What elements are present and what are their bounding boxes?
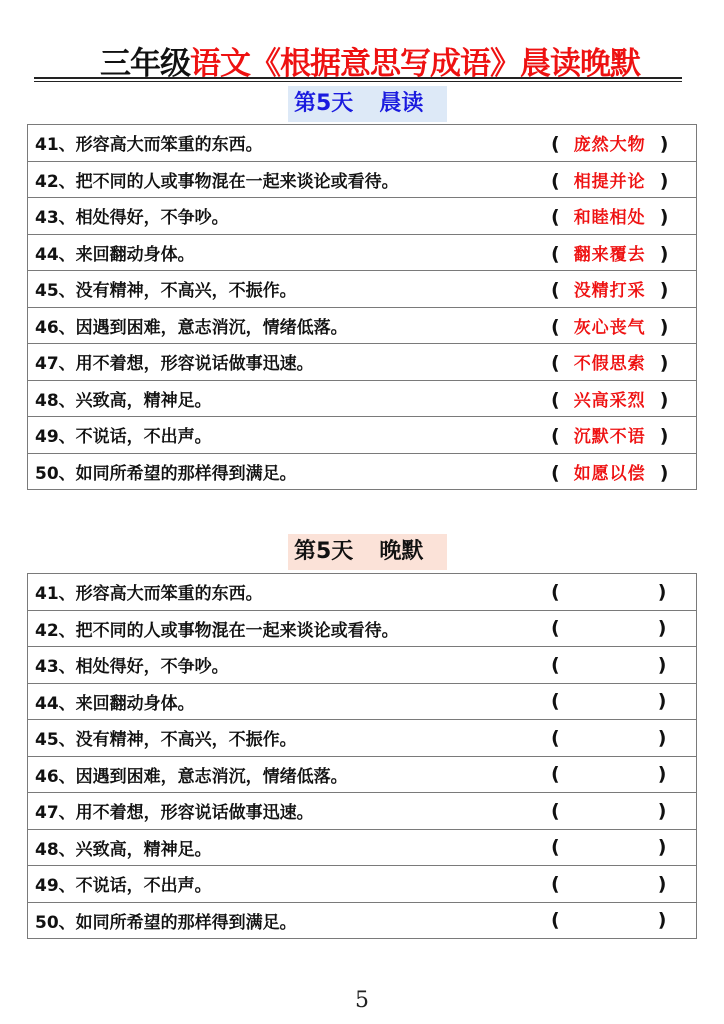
section-label: 晚默 xyxy=(379,539,424,564)
question-text: 41、形容高大而笨重的东西。 xyxy=(28,574,552,611)
section-header-morning xyxy=(288,86,447,122)
table-row xyxy=(28,756,697,793)
idiom-answer: 灰心丧气 xyxy=(573,317,646,338)
open-paren: ( xyxy=(551,242,560,265)
question-text: 44、来回翻动身体。 xyxy=(28,234,552,271)
table-row xyxy=(28,271,697,308)
title-underline xyxy=(34,77,682,79)
day-label: 第5天 xyxy=(294,91,354,116)
question-text: 46、因遇到困难，意志消沉，情绪低落。 xyxy=(28,756,552,793)
section-header-evening xyxy=(288,534,447,570)
open-paren: ( xyxy=(551,206,560,229)
table-row xyxy=(28,647,697,684)
open-paren: ( xyxy=(551,909,560,932)
question-text: 43、相处得好，不争吵。 xyxy=(28,647,552,684)
question-text: 42、把不同的人或事物混在一起来谈论或看待。 xyxy=(28,610,552,647)
table-row xyxy=(28,902,697,939)
close-paren: ) xyxy=(659,279,669,302)
title-grade: 三年级 xyxy=(100,46,190,82)
day-label: 第5天 xyxy=(294,539,354,564)
table-row xyxy=(28,793,697,830)
answer-cell xyxy=(551,161,697,198)
open-paren: ( xyxy=(551,653,560,676)
answer-cell xyxy=(551,307,697,344)
answer-cell xyxy=(551,380,697,417)
answer-cell xyxy=(551,574,697,611)
answer-cell xyxy=(551,902,697,939)
open-paren: ( xyxy=(551,763,560,786)
close-paren: ) xyxy=(657,617,667,640)
table-row xyxy=(28,610,697,647)
table-row xyxy=(28,198,697,235)
close-paren: ) xyxy=(657,836,667,859)
table-row xyxy=(28,125,697,162)
open-paren: ( xyxy=(551,617,560,640)
close-paren: ) xyxy=(657,580,667,603)
close-paren: ) xyxy=(657,799,667,822)
idiom-answer: 相提并论 xyxy=(573,171,646,192)
question-text: 46、因遇到困难，意志消沉，情绪低落。 xyxy=(28,307,552,344)
table-row xyxy=(28,829,697,866)
answer-cell xyxy=(551,647,697,684)
open-paren: ( xyxy=(551,169,560,192)
close-paren: ) xyxy=(659,388,669,411)
answer-cell xyxy=(551,344,697,381)
close-paren: ) xyxy=(659,425,669,448)
table-row xyxy=(28,574,697,611)
question-text: 41、形容高大而笨重的东西。 xyxy=(28,125,552,162)
question-text: 42、把不同的人或事物混在一起来谈论或看待。 xyxy=(28,161,552,198)
idiom-answer: 和睦相处 xyxy=(573,208,646,229)
answer-cell xyxy=(551,417,697,454)
idiom-answer: 没精打采 xyxy=(573,281,646,302)
close-paren: ) xyxy=(659,461,669,484)
open-paren: ( xyxy=(551,580,560,603)
table-row xyxy=(28,720,697,757)
answer-cell xyxy=(551,198,697,235)
answer-cell xyxy=(551,610,697,647)
answer-cell xyxy=(551,234,697,271)
idiom-answer: 兴高采烈 xyxy=(573,390,646,411)
question-text: 44、来回翻动身体。 xyxy=(28,683,552,720)
section-label: 晨读 xyxy=(379,91,424,116)
table-row xyxy=(28,161,697,198)
table-row xyxy=(28,234,697,271)
close-paren: ) xyxy=(657,653,667,676)
open-paren: ( xyxy=(551,388,560,411)
open-paren: ( xyxy=(551,461,560,484)
question-text: 47、用不着想，形容说话做事迅速。 xyxy=(28,793,552,830)
close-paren: ) xyxy=(659,169,669,192)
answer-cell xyxy=(551,793,697,830)
question-text: 45、没有精神，不高兴，不振作。 xyxy=(28,720,552,757)
idiom-answer: 沉默不语 xyxy=(573,427,646,448)
close-paren: ) xyxy=(659,352,669,375)
open-paren: ( xyxy=(551,352,560,375)
evening-table xyxy=(27,573,697,939)
answer-cell xyxy=(551,683,697,720)
idiom-answer: 翻来覆去 xyxy=(573,244,646,265)
answer-cell xyxy=(551,720,697,757)
close-paren: ) xyxy=(657,726,667,749)
open-paren: ( xyxy=(551,315,560,338)
close-paren: ) xyxy=(657,909,667,932)
table-row xyxy=(28,307,697,344)
close-paren: ) xyxy=(657,872,667,895)
title-subject: 语文《根据意思写成语》晨读晚默 xyxy=(190,46,640,82)
open-paren: ( xyxy=(551,425,560,448)
title-underline-thin xyxy=(34,81,682,82)
idiom-answer: 如愿以偿 xyxy=(573,463,646,484)
idiom-answer: 不假思索 xyxy=(573,354,646,375)
close-paren: ) xyxy=(659,133,669,156)
question-text: 49、不说话，不出声。 xyxy=(28,417,552,454)
answer-cell xyxy=(551,453,697,490)
question-text: 43、相处得好，不争吵。 xyxy=(28,198,552,235)
open-paren: ( xyxy=(551,690,560,713)
answer-cell xyxy=(551,271,697,308)
question-text: 48、兴致高，精神足。 xyxy=(28,829,552,866)
open-paren: ( xyxy=(551,133,560,156)
question-text: 48、兴致高，精神足。 xyxy=(28,380,552,417)
answer-cell xyxy=(551,829,697,866)
open-paren: ( xyxy=(551,726,560,749)
question-text: 50、如同所希望的那样得到满足。 xyxy=(28,902,552,939)
question-text: 49、不说话，不出声。 xyxy=(28,866,552,903)
table-row xyxy=(28,866,697,903)
close-paren: ) xyxy=(659,315,669,338)
question-text: 50、如同所希望的那样得到满足。 xyxy=(28,453,552,490)
table-row xyxy=(28,417,697,454)
open-paren: ( xyxy=(551,872,560,895)
morning-table xyxy=(27,124,697,490)
answer-cell xyxy=(551,756,697,793)
table-row xyxy=(28,453,697,490)
close-paren: ) xyxy=(657,690,667,713)
answer-cell xyxy=(551,125,697,162)
table-row xyxy=(28,344,697,381)
question-text: 45、没有精神，不高兴，不振作。 xyxy=(28,271,552,308)
close-paren: ) xyxy=(659,242,669,265)
open-paren: ( xyxy=(551,799,560,822)
idiom-answer: 庞然大物 xyxy=(573,135,646,156)
close-paren: ) xyxy=(657,763,667,786)
question-text: 47、用不着想，形容说话做事迅速。 xyxy=(28,344,552,381)
page-title xyxy=(100,38,690,82)
close-paren: ) xyxy=(659,206,669,229)
table-row xyxy=(28,683,697,720)
page-number: 5 xyxy=(355,988,369,1013)
table-row xyxy=(28,380,697,417)
answer-cell xyxy=(551,866,697,903)
open-paren: ( xyxy=(551,279,560,302)
open-paren: ( xyxy=(551,836,560,859)
